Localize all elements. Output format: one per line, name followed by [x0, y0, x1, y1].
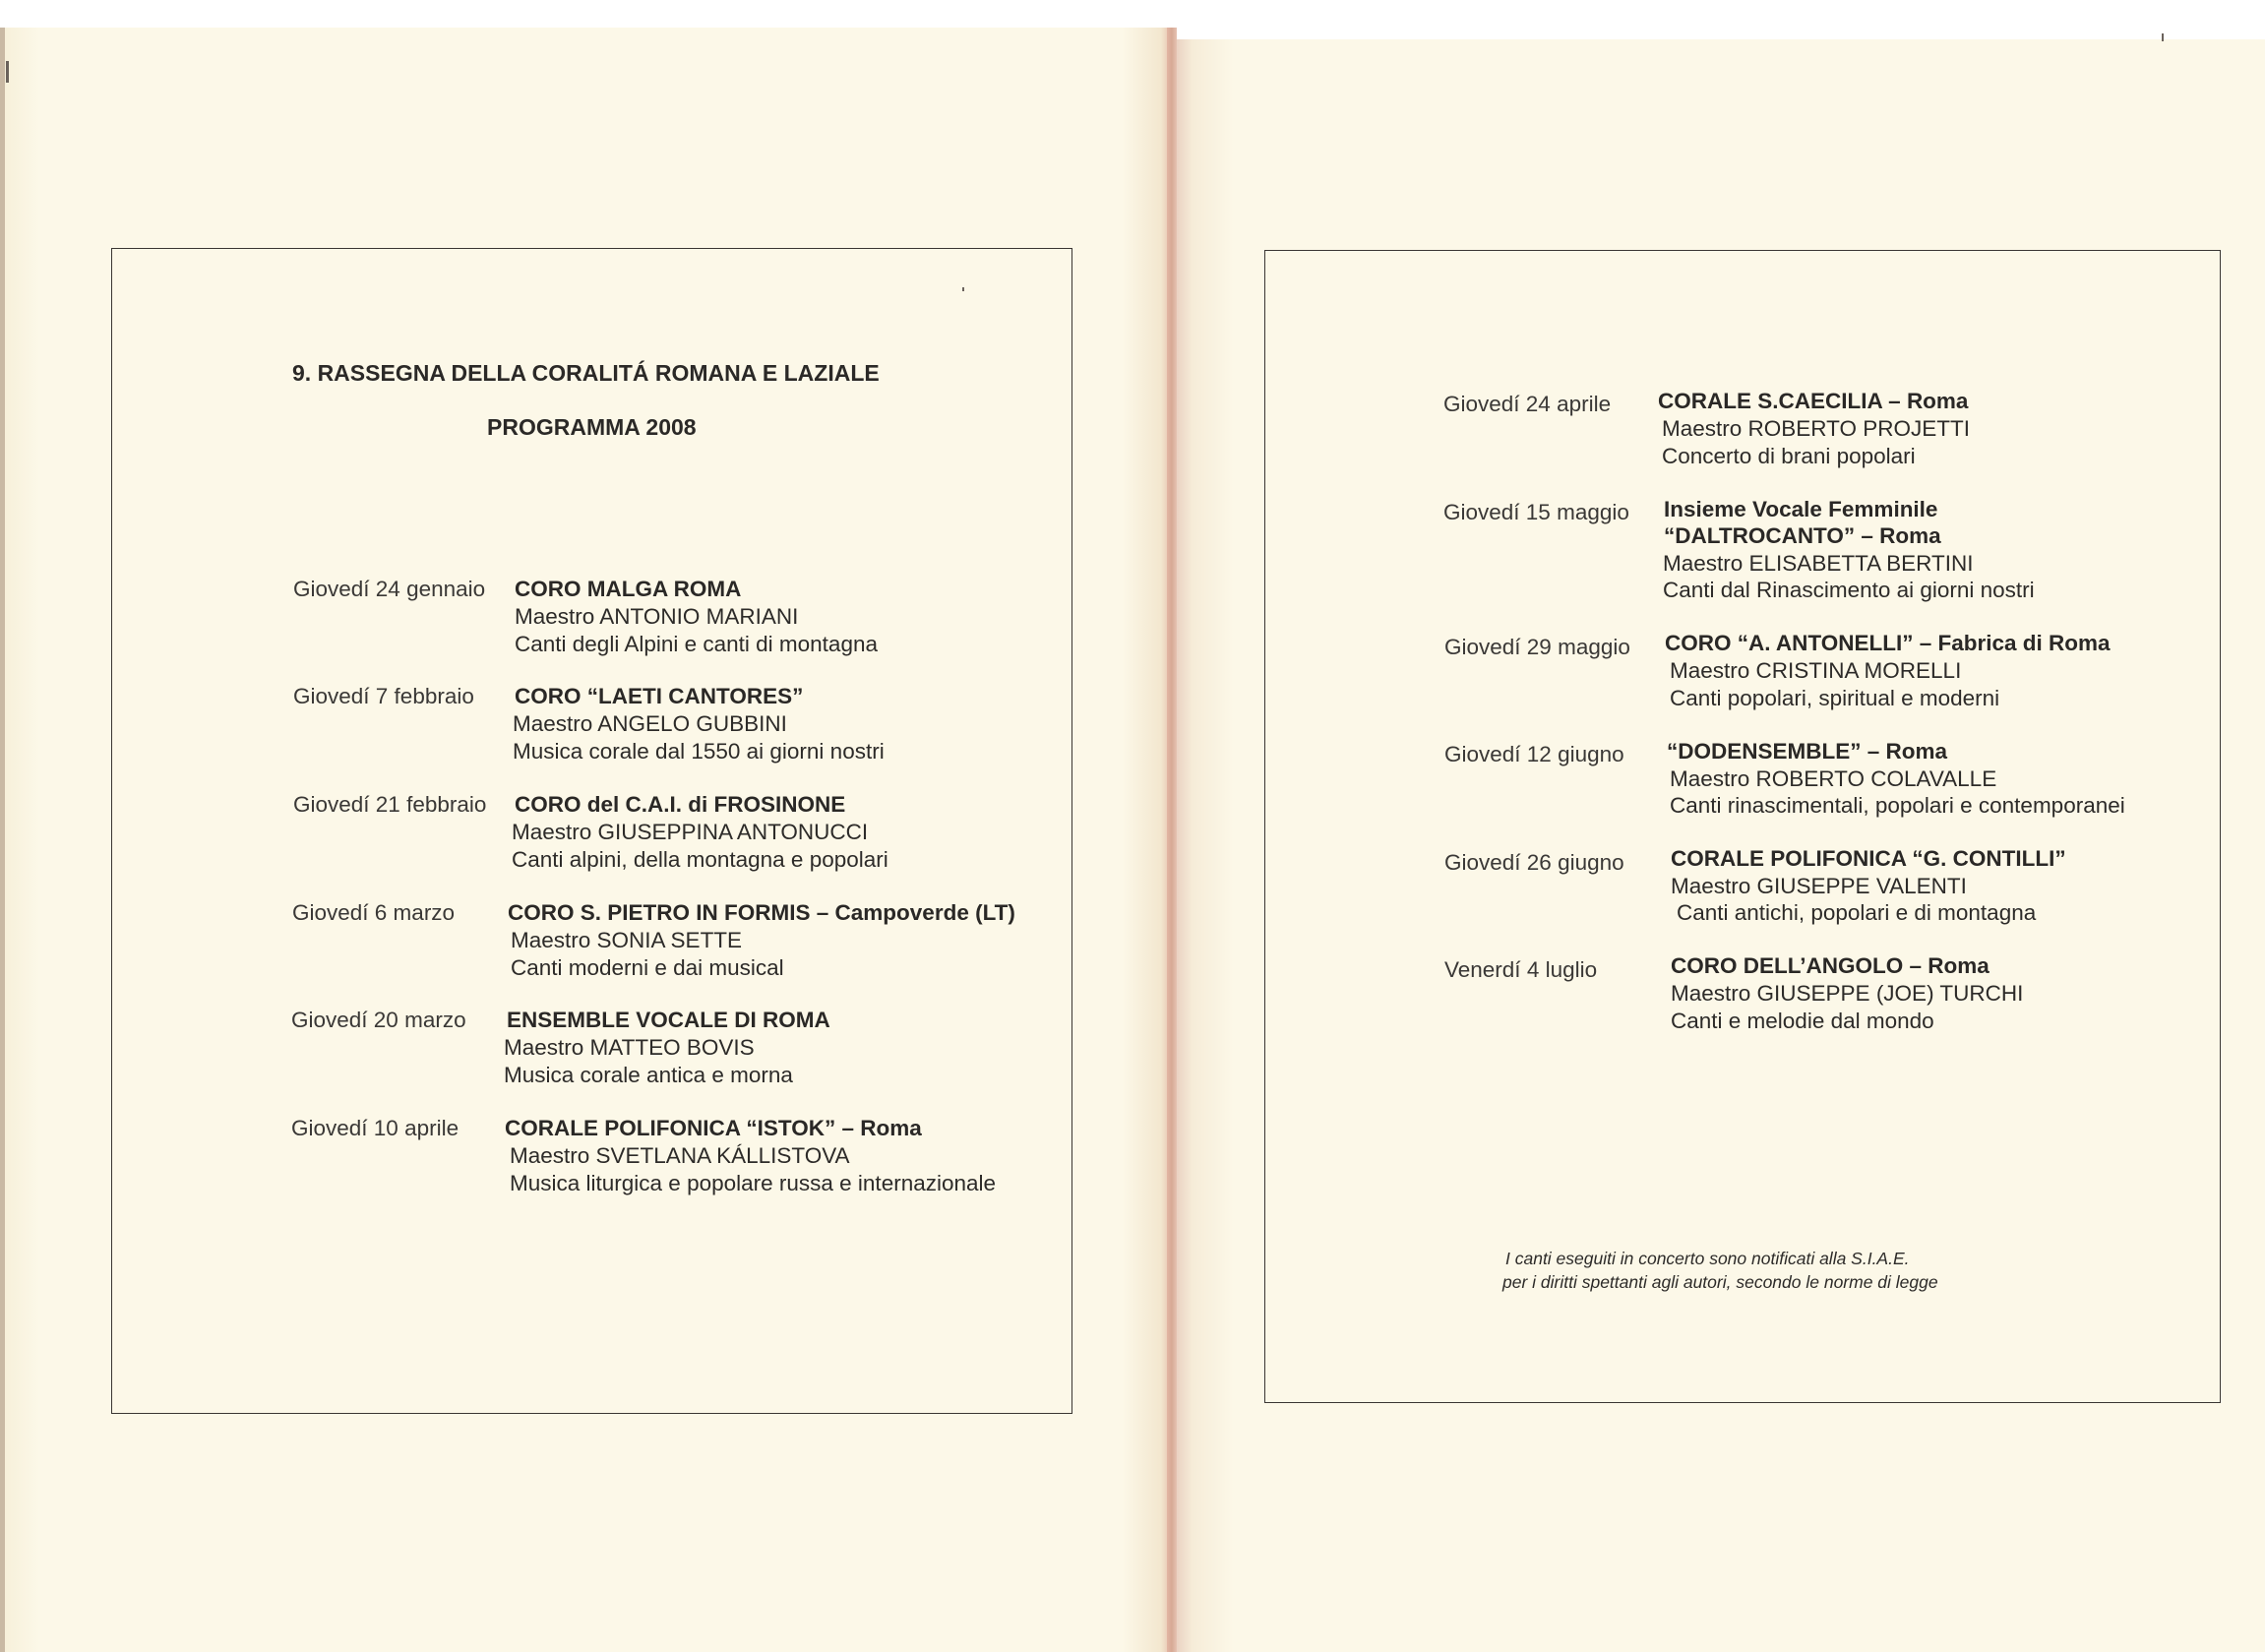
event-program: Concerto di brani popolari [1662, 444, 1916, 468]
event-director: Maestro GIUSEPPINA ANTONUCCI [512, 820, 869, 844]
event-choir: CORALE POLIFONICA “ISTOK” – Roma [505, 1116, 922, 1140]
event-choir: CORO “LAETI CANTORES” [515, 684, 804, 708]
siae-footnote-line2: per i diritti spettanti agli autori, secondo le norme di legge [1502, 1272, 1938, 1292]
event-director: Maestro SONIA SETTE [511, 928, 743, 952]
event-program: Canti degli Alpini e canti di montagna [515, 632, 878, 656]
event-choir: CORO S. PIETRO IN FORMIS – Campoverde (LT) [508, 900, 1015, 925]
event-program: Canti e melodie dal mondo [1671, 1009, 1934, 1033]
siae-footnote-line1: I canti eseguiti in concerto sono notificati alla S.I.A.E. [1505, 1249, 1910, 1268]
event-program: Canti popolari, spiritual e moderni [1670, 686, 2000, 710]
paper-speck [6, 61, 9, 83]
event-choir: CORO del C.A.I. di FROSINONE [515, 792, 846, 817]
event-director: Maestro ANTONIO MARIANI [515, 604, 799, 629]
event-director: Maestro ANGELO GUBBINI [513, 711, 787, 736]
event-date: Giovedí 26 giugno [1444, 850, 1624, 875]
event-program: Canti antichi, popolari e di montagna [1677, 900, 2037, 925]
event-director: Maestro GIUSEPPE (JOE) TURCHI [1671, 981, 2024, 1006]
program-title: 9. RASSEGNA DELLA CORALITÁ ROMANA E LAZIALE [292, 360, 880, 386]
event-program: Canti moderni e dai musical [511, 955, 784, 980]
event-choir: Insieme Vocale Femminile [1664, 497, 1938, 521]
event-date: Giovedí 10 aprile [291, 1116, 459, 1140]
event-program: Canti rinascimentali, popolari e contemporanei [1670, 793, 2125, 818]
event-choir: CORO MALGA ROMA [515, 577, 742, 601]
event-director: Maestro SVETLANA KÁLLISTOVA [510, 1143, 850, 1168]
event-date: Giovedí 21 febbraio [293, 792, 487, 817]
event-date: Giovedí 6 marzo [292, 900, 456, 925]
page-edge [0, 28, 5, 1652]
event-director: Maestro ELISABETTA BERTINI [1663, 551, 1974, 576]
event-date: Giovedí 24 gennaio [293, 577, 486, 601]
event-director: Maestro MATTEO BOVIS [504, 1035, 755, 1060]
booklet-gutter [1167, 28, 1177, 1652]
event-date: Giovedí 15 maggio [1443, 500, 1629, 524]
event-director: Maestro GIUSEPPE VALENTI [1671, 874, 1967, 898]
event-program: Musica liturgica e popolare russa e internazionale [510, 1171, 997, 1195]
event-choir-line2: “DALTROCANTO” – Roma [1664, 523, 1941, 548]
event-program: Canti alpini, della montagna e popolari [512, 847, 888, 872]
event-director: Maestro CRISTINA MORELLI [1670, 658, 1962, 683]
event-date: Venerdí 4 luglio [1444, 957, 1598, 982]
event-program: Musica corale dal 1550 ai giorni nostri [513, 739, 885, 764]
event-date: Giovedí 12 giugno [1444, 742, 1624, 766]
program-subtitle: PROGRAMMA 2008 [487, 414, 697, 440]
event-choir: CORO DELL’ANGOLO – Roma [1671, 953, 1990, 978]
event-choir: CORALE POLIFONICA “G. CONTILLI” [1671, 846, 2066, 871]
event-choir: CORO “A. ANTONELLI” – Fabrica di Roma [1665, 631, 2111, 655]
event-date: Giovedí 7 febbraio [293, 684, 474, 708]
event-date: Giovedí 20 marzo [291, 1008, 466, 1032]
event-date: Giovedí 24 aprile [1443, 392, 1612, 416]
event-director: Maestro ROBERTO PROJETTI [1662, 416, 1970, 441]
paper-speck [2162, 33, 2164, 41]
event-program: Canti dal Rinascimento ai giorni nostri [1663, 578, 2035, 602]
event-director: Maestro ROBERTO COLAVALLE [1670, 766, 1997, 791]
event-choir: CORALE S.CAECILIA – Roma [1658, 389, 1969, 413]
event-choir: ENSEMBLE VOCALE DI ROMA [507, 1008, 830, 1032]
event-date: Giovedí 29 maggio [1444, 635, 1630, 659]
event-program: Musica corale antica e morna [504, 1063, 793, 1087]
event-choir: “DODENSEMBLE” – Roma [1667, 739, 1948, 764]
